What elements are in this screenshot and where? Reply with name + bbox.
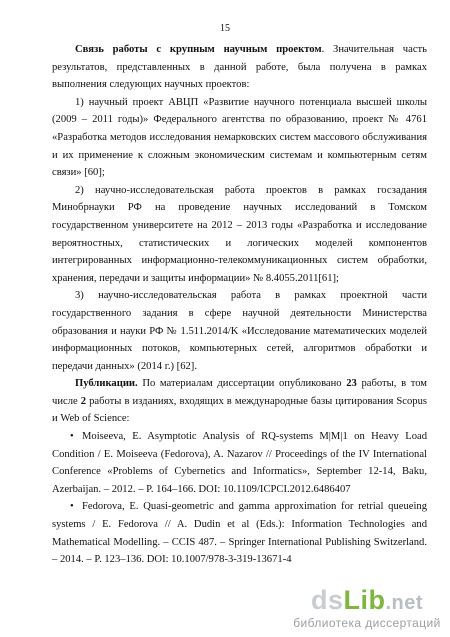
publications-intro-part2: работы, в том числе [52,378,427,407]
watermark-subtitle: библиотека диссертаций [293,616,441,630]
publications-intro-part3: работы в изданиях, входящих в международные базы цитирования Scopus и Web of Science: [52,395,427,425]
projects-intro-text: . Значительная часть результатов, представленных в данной работе, была получена в рамках выполнения следующих научных проектов: [52,44,427,91]
publication-item-2 [52,498,427,568]
dslib-watermark [292,587,442,630]
publications-count-scopus: 2 [80,395,87,407]
project-item-2: 2) научно-исследовательская работа проектов в рамках госзадания Минобрнауки РФ на проведение научных исследований в Томском государственном университете на 2012 – 2013 годы «Разработка и исследование вероятностных, статистических и логических моделей компонентов интегрированных информационно-телекоммуникационных систем обработки, хранения, передачи и защиты информации» № 8.4055.2011[61]; [52,184,427,284]
publication-item-1 [52,428,427,498]
bullet-icon: • [70,501,74,513]
page-number: 15 [220,23,230,34]
publication-text-2: Fedorova, E. Quasi-geometric and gamma approximation for retrial queueing systems / E. Fedorova // A. Dudin et al (Eds.): Information Technologies and Mathematical Modelling. – CCIS 487. – Springer International Publishing Switzerland. – 2014. – P. 123–136. DOI: 10.1007/978-3-319-13671-4 [52,501,427,566]
logo-ds: ds [310,585,344,615]
paragraph-project-link [52,41,427,94]
publications-count-total: 23 [346,378,357,390]
publications-intro-part1: По материалам диссертации опубликовано [137,378,347,390]
logo-lib: Lib [343,585,386,615]
publication-text-1: Moiseeva, E. Asymptotic Analysis of RQ-systems M|M|1 on Heavy Load Condition / E. Moiseeva (Fedorova), A. Nazarov // Proceedings of the IV International Conference «Problems of Cybernetics and Informatics», September 12-14, Baku, Azerbaijan. – 2012. – P. 164–166. DOI: 10.1109/ICPCI.2012.6486407 [52,431,427,495]
dslib-logo [292,587,442,616]
logo-net: .net [385,592,424,614]
section-heading-publications: Публикации. [75,378,138,390]
project-item-1: 1) научный проект АВЦП «Развитие научного потенциала высшей школы (2009 – 2011 годы)» Федерального агентства по образованию, проект № 4761 «Разработка методов исследования немарковских систем массового обслуживания и их применение к сложным экономическим системам и компьютерным сетям связи» [60]; [52,96,427,179]
bullet-icon: • [70,431,74,443]
page-content [52,41,427,569]
paragraph-publications [52,375,427,428]
section-heading-projects: Связь работы с крупным научным проектом [75,44,322,55]
project-item-3: 3) научно-исследовательская работа в рамках проектной части государственного задания в сфере научной деятельности Министерства образования и науки РФ № 1.511.2014/K «Исследование математических моделей информационных потоков, компьютерных сетей, алгоритмов обработки и передачи данных» (2014 г.) [62]. [52,290,427,372]
